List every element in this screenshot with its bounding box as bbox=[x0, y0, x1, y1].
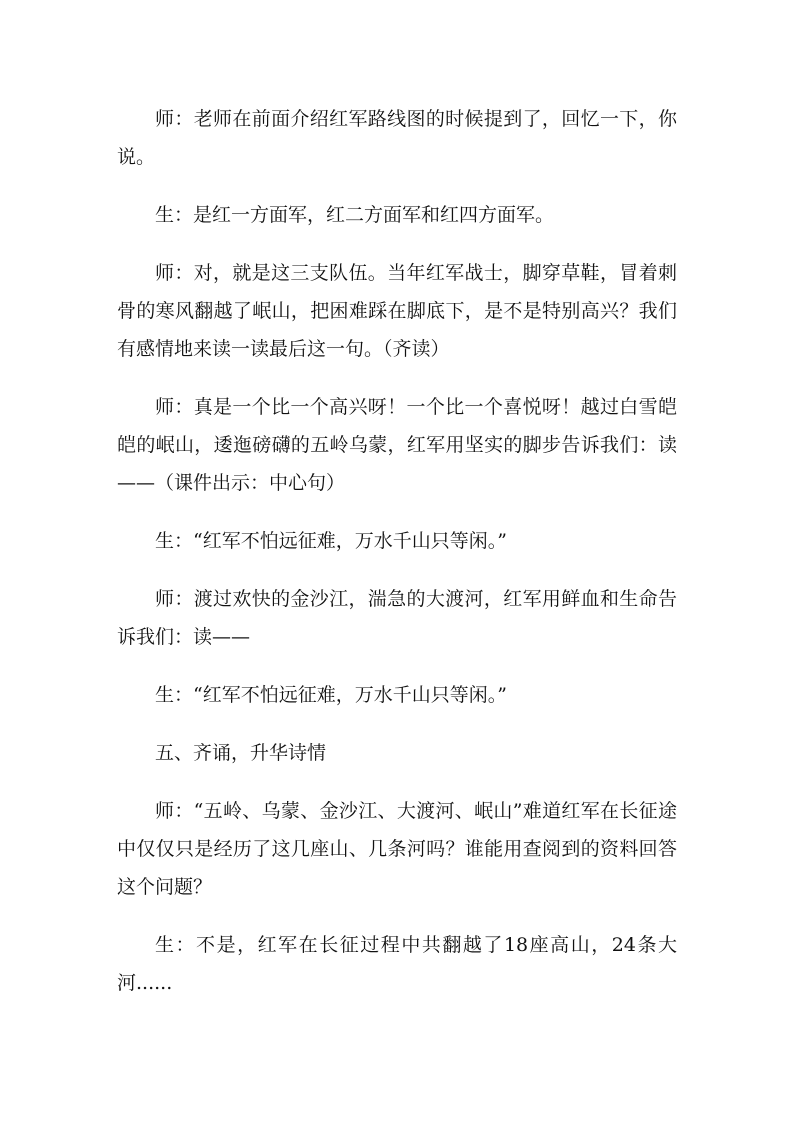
paragraph-teacher-central-sentence: 师：真是一个比一个高兴呀！一个比一个喜悦呀！越过白雪皑皑的岷山，逶迤磅礴的五岭乌蒙，红军用坚实的脚步告诉我们：读——（课件出示：中心句） bbox=[117, 396, 677, 494]
paragraph-student-reading-2: 生：“红军不怕远征难，万水千山只等闲。” bbox=[155, 684, 507, 706]
paragraph-teacher-rivers: 师：渡过欢快的金沙江，湍急的大渡河，红军用鲜血和生命告诉我们：读—— bbox=[117, 588, 677, 648]
paragraph-teacher-question: 师：“五岭、乌蒙、金沙江、大渡河、岷山”难道红军在长征途中仅仅只是经历了这几座山、几条河吗？谁能用查阅到的资料回答这个问题？ bbox=[117, 800, 677, 898]
paragraph-teacher-minshan: 师：对，就是这三支队伍。当年红军战士，脚穿草鞋，冒着刺骨的寒风翻越了岷山，把困难踩在脚底下，是不是特别高兴？我们有感情地来读一读最后这一句。（齐读） bbox=[117, 262, 677, 360]
paragraph-student-three-armies: 生：是红一方面军，红二方面军和红四方面军。 bbox=[155, 204, 555, 226]
section-heading-five: 五、齐诵，升华诗情 bbox=[155, 742, 327, 764]
paragraph-student-reading-1: 生：“红军不怕远征难，万水千山只等闲。” bbox=[155, 530, 507, 552]
document-page bbox=[117, 100, 677, 1022]
paragraph-student-answer: 生：不是，红军在长征过程中共翻越了18座高山，24条大河...... bbox=[117, 934, 677, 994]
paragraph-teacher-recall: 师：老师在前面介绍红军路线图的时候提到了，回忆一下，你说。 bbox=[117, 108, 677, 168]
